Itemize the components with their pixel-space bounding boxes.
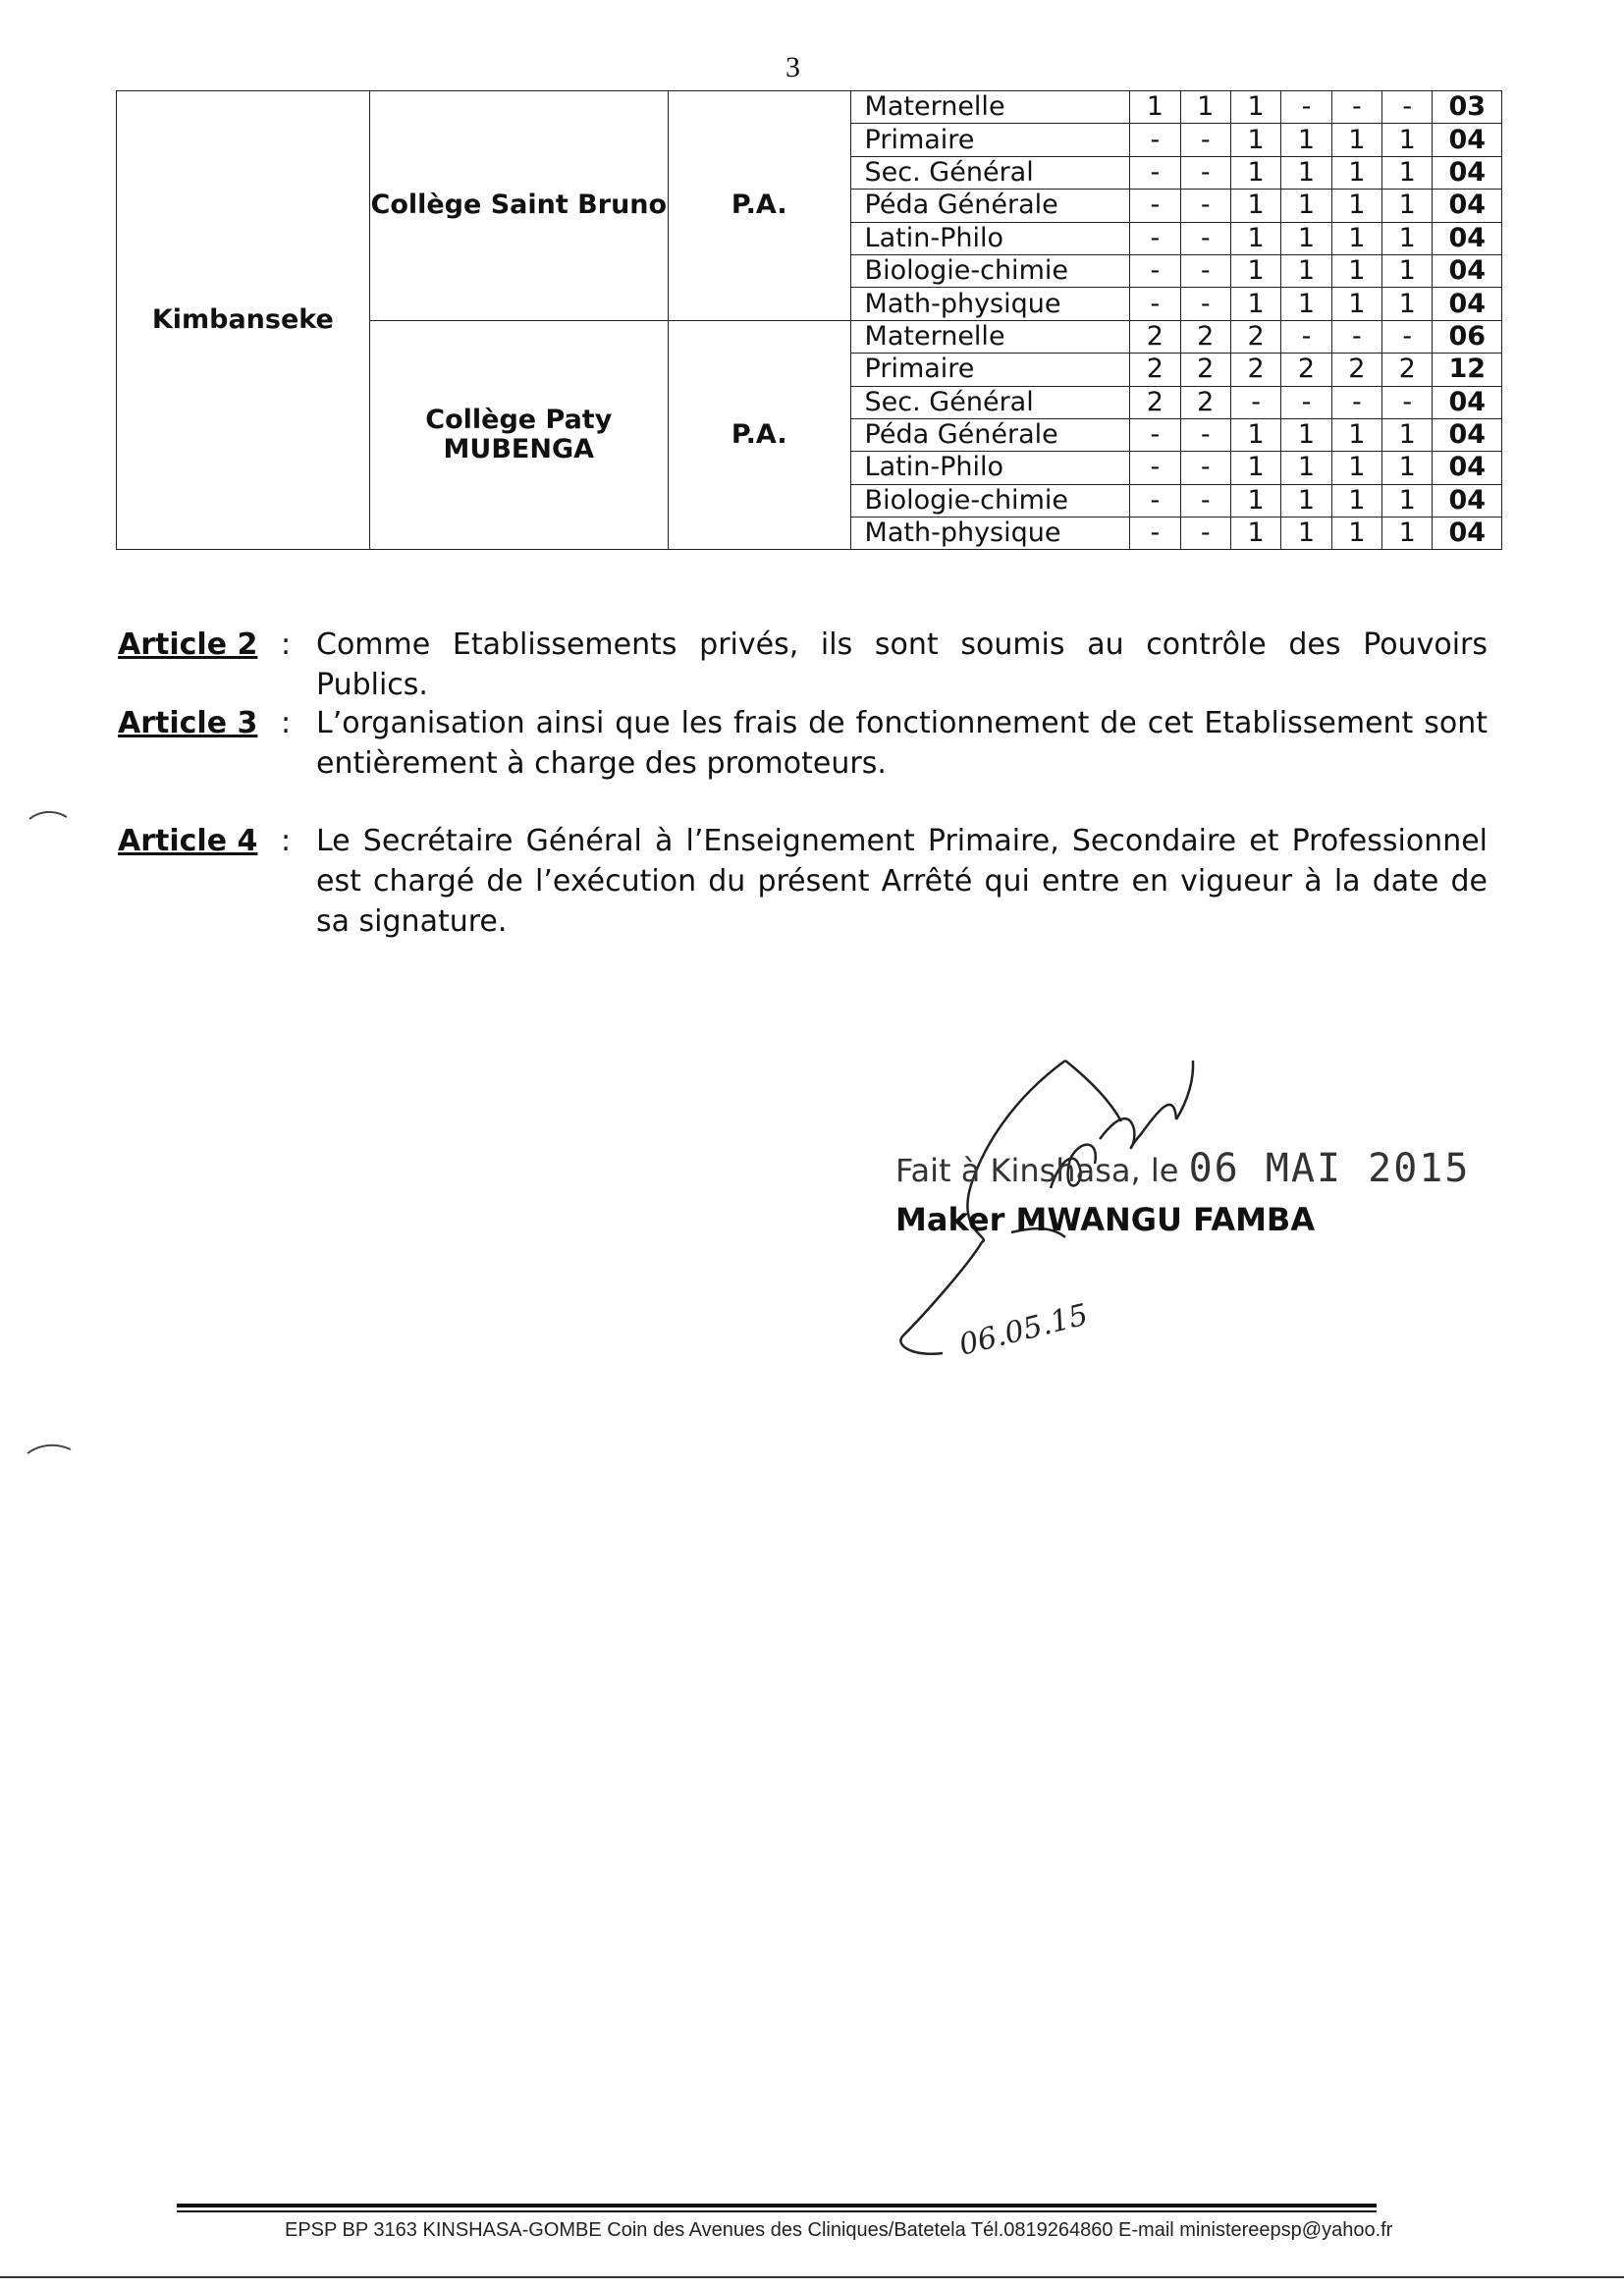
class-count-cell: 1: [1281, 452, 1331, 484]
table-row: [117, 91, 1502, 124]
total-cell: 04: [1433, 156, 1502, 189]
article-4: [118, 821, 1488, 942]
class-count-cell: 1: [1230, 288, 1280, 320]
class-count-cell: 2: [1281, 354, 1331, 386]
class-count-cell: 2: [1130, 386, 1180, 418]
class-count-cell: -: [1130, 222, 1180, 254]
total-cell: 06: [1433, 320, 1502, 353]
class-count-cell: 1: [1331, 484, 1381, 517]
class-count-cell: -: [1130, 124, 1180, 156]
class-count-cell: 1: [1331, 190, 1381, 222]
article-text: Comme Etablissements privés, ils sont soumis au contrôle des Pouvoirs Publics.: [316, 627, 1488, 702]
option-cell: Maternelle: [850, 320, 1130, 353]
class-count-cell: -: [1180, 222, 1230, 254]
class-count-cell: 1: [1230, 484, 1280, 517]
page-number: 3: [785, 51, 800, 83]
article-3: [118, 703, 1488, 784]
class-count-cell: -: [1130, 518, 1180, 550]
class-count-cell: 1: [1281, 484, 1331, 517]
signatory-name: Maker MWANGU FAMBA: [895, 1201, 1316, 1238]
class-count-cell: -: [1331, 91, 1381, 124]
class-count-cell: 1: [1281, 288, 1331, 320]
class-count-cell: -: [1180, 518, 1230, 550]
class-count-cell: -: [1130, 156, 1180, 189]
signature-date-stamp: 06 MAI 2015: [1188, 1146, 1471, 1191]
article-colon: :: [281, 627, 292, 662]
class-count-cell: 2: [1382, 354, 1433, 386]
class-count-cell: 1: [1331, 124, 1381, 156]
class-count-cell: 2: [1230, 320, 1280, 353]
article-label: Article 2: [118, 627, 258, 662]
article-text: L’organisation ainsi que les frais de fonctionnement de cet Etablissement sont entièrement à charge des promoteurs.: [316, 706, 1488, 781]
class-count-cell: 1: [1230, 91, 1280, 124]
class-count-cell: 1: [1382, 484, 1433, 517]
handwritten-date: 06.05.15: [955, 1297, 1092, 1363]
option-cell: Maternelle: [850, 91, 1130, 124]
class-count-cell: -: [1180, 452, 1230, 484]
class-count-cell: -: [1382, 320, 1433, 353]
class-count-cell: 1: [1382, 418, 1433, 451]
class-count-cell: -: [1130, 288, 1180, 320]
total-cell: 03: [1433, 91, 1502, 124]
footer-rule: [177, 2204, 1377, 2207]
signature-place: Fait à Kinshasa, le: [895, 1152, 1179, 1189]
total-cell: 04: [1433, 222, 1502, 254]
total-cell: 04: [1433, 288, 1502, 320]
option-cell: Math-physique: [850, 288, 1130, 320]
class-count-cell: 1: [1230, 190, 1280, 222]
class-count-cell: 1: [1281, 190, 1331, 222]
article-text: Le Secrétaire Général à l’Enseignement Primaire, Secondaire et Professionnel est chargé de l’exécution du présent Arrêté qui entre en vigueur à la date de sa signature.: [316, 824, 1488, 939]
class-count-cell: 1: [1230, 452, 1280, 484]
school-name-cell: Collège Saint Bruno: [369, 91, 668, 321]
option-cell: Latin-Philo: [850, 222, 1130, 254]
class-count-cell: 1: [1230, 222, 1280, 254]
total-cell: 04: [1433, 452, 1502, 484]
class-count-cell: -: [1130, 418, 1180, 451]
class-count-cell: 1: [1281, 124, 1331, 156]
footer-address: EPSP BP 3163 KINSHASA-GOMBE Coin des Avenues des Cliniques/Batetela Tél.0819264860 E-mail ministereepsp@yahoo.fr: [285, 2219, 1393, 2241]
total-cell: 04: [1433, 254, 1502, 287]
class-count-cell: 2: [1130, 354, 1180, 386]
scan-mark: [26, 1440, 73, 1457]
class-count-cell: 1: [1331, 222, 1381, 254]
class-count-cell: -: [1180, 288, 1230, 320]
class-count-cell: 1: [1331, 288, 1381, 320]
regime-cell: P.A.: [668, 320, 850, 550]
total-cell: 04: [1433, 518, 1502, 550]
class-count-cell: 2: [1180, 386, 1230, 418]
schools-table: [116, 90, 1502, 550]
total-cell: 04: [1433, 418, 1502, 451]
class-count-cell: -: [1281, 320, 1331, 353]
option-cell: Sec. Général: [850, 386, 1130, 418]
class-count-cell: 1: [1281, 418, 1331, 451]
signature-block: [895, 1144, 1470, 1244]
option-cell: Péda Générale: [850, 190, 1130, 222]
class-count-cell: -: [1281, 91, 1331, 124]
option-cell: Math-physique: [850, 518, 1130, 550]
footer-rule: [177, 2210, 1377, 2212]
class-count-cell: -: [1180, 190, 1230, 222]
class-count-cell: 1: [1230, 156, 1280, 189]
class-count-cell: 1: [1382, 190, 1433, 222]
class-count-cell: 1: [1281, 254, 1331, 287]
class-count-cell: 1: [1230, 418, 1280, 451]
option-cell: Primaire: [850, 354, 1130, 386]
class-count-cell: 1: [1180, 91, 1230, 124]
total-cell: 04: [1433, 386, 1502, 418]
class-count-cell: 2: [1180, 354, 1230, 386]
class-count-cell: -: [1230, 386, 1280, 418]
class-count-cell: 1: [1331, 418, 1381, 451]
commune-cell: Kimbanseke: [117, 91, 370, 550]
class-count-cell: -: [1130, 452, 1180, 484]
class-count-cell: -: [1180, 124, 1230, 156]
school-name-cell: Collège Paty MUBENGA: [369, 320, 668, 550]
class-count-cell: -: [1281, 386, 1331, 418]
article-colon: :: [281, 706, 292, 740]
class-count-cell: 2: [1130, 320, 1180, 353]
class-count-cell: 1: [1382, 254, 1433, 287]
option-cell: Primaire: [850, 124, 1130, 156]
total-cell: 04: [1433, 124, 1502, 156]
class-count-cell: -: [1180, 418, 1230, 451]
class-count-cell: 1: [1331, 452, 1381, 484]
class-count-cell: 2: [1230, 354, 1280, 386]
class-count-cell: 1: [1382, 452, 1433, 484]
class-count-cell: 1: [1281, 222, 1331, 254]
article-label: Article 4: [118, 824, 258, 858]
class-count-cell: -: [1130, 254, 1180, 287]
class-count-cell: -: [1382, 91, 1433, 124]
class-count-cell: -: [1180, 254, 1230, 287]
option-cell: Biologie-chimie: [850, 254, 1130, 287]
option-cell: Latin-Philo: [850, 452, 1130, 484]
page-edge-line: [0, 2276, 1624, 2278]
class-count-cell: 1: [1230, 254, 1280, 287]
class-count-cell: -: [1130, 190, 1180, 222]
class-count-cell: -: [1331, 320, 1381, 353]
class-count-cell: 1: [1281, 156, 1331, 189]
class-count-cell: 1: [1331, 156, 1381, 189]
option-cell: Sec. Général: [850, 156, 1130, 189]
class-count-cell: -: [1130, 484, 1180, 517]
class-count-cell: 1: [1130, 91, 1180, 124]
total-cell: 04: [1433, 484, 1502, 517]
class-count-cell: 1: [1230, 518, 1280, 550]
total-cell: 04: [1433, 190, 1502, 222]
class-count-cell: 1: [1331, 254, 1381, 287]
article-colon: :: [281, 824, 292, 858]
class-count-cell: 1: [1230, 124, 1280, 156]
class-count-cell: 2: [1331, 354, 1381, 386]
option-cell: Péda Générale: [850, 418, 1130, 451]
class-count-cell: -: [1331, 386, 1381, 418]
class-count-cell: 1: [1382, 518, 1433, 550]
class-count-cell: -: [1382, 386, 1433, 418]
class-count-cell: -: [1180, 156, 1230, 189]
class-count-cell: 1: [1281, 518, 1331, 550]
total-cell: 12: [1433, 354, 1502, 386]
class-count-cell: -: [1180, 484, 1230, 517]
article-2: [118, 625, 1488, 705]
class-count-cell: 1: [1382, 124, 1433, 156]
class-count-cell: 1: [1382, 288, 1433, 320]
scan-mark: [27, 807, 69, 823]
class-count-cell: 2: [1180, 320, 1230, 353]
regime-cell: P.A.: [668, 91, 850, 321]
option-cell: Biologie-chimie: [850, 484, 1130, 517]
class-count-cell: 1: [1382, 222, 1433, 254]
class-count-cell: 1: [1331, 518, 1381, 550]
class-count-cell: 1: [1382, 156, 1433, 189]
article-label: Article 3: [118, 706, 258, 740]
